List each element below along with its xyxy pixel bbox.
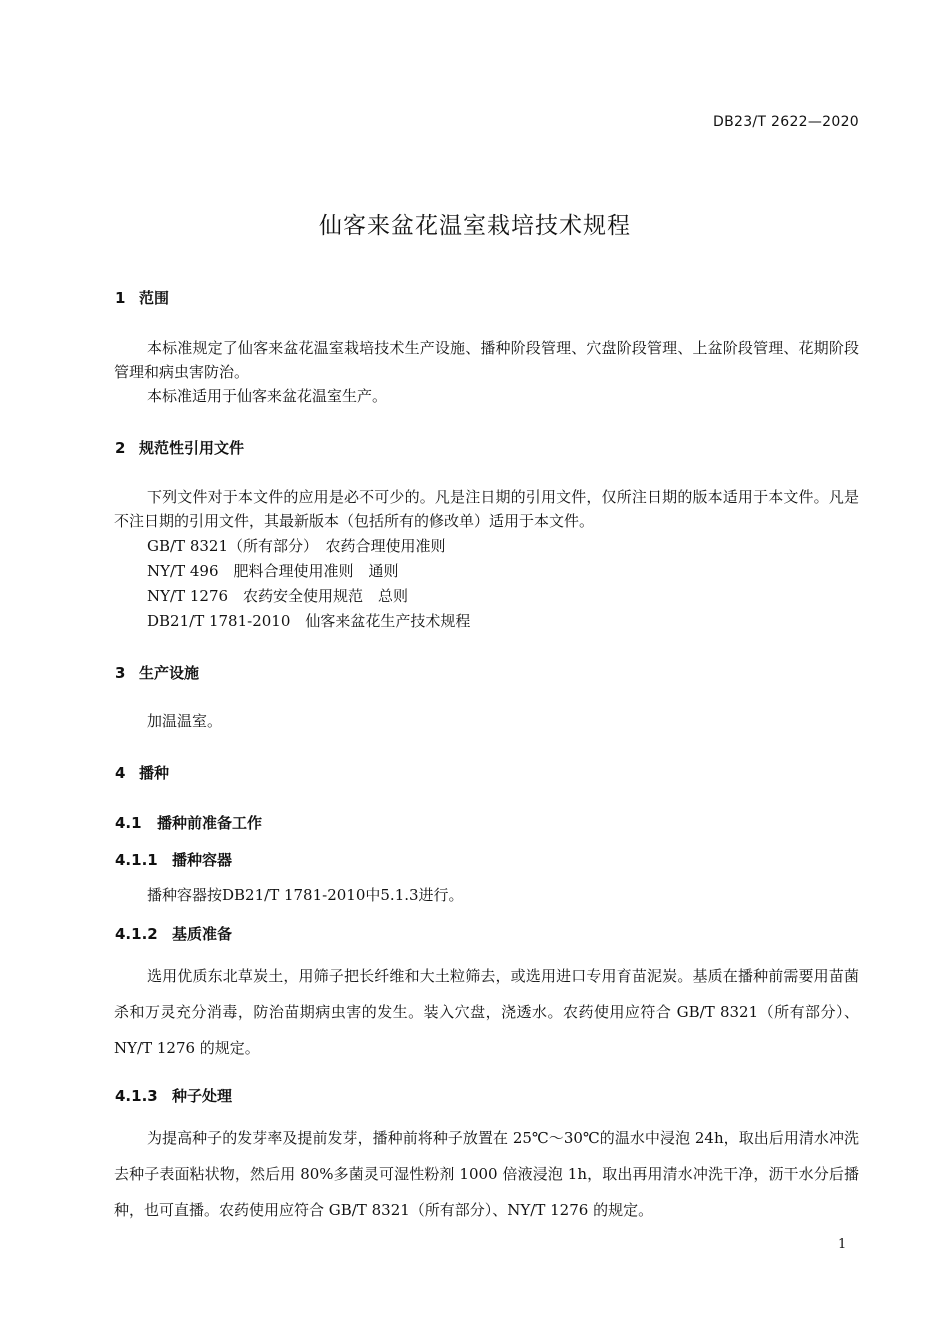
section-title: 种子处理 xyxy=(172,1087,233,1105)
section-4-1-2-heading xyxy=(115,923,232,944)
section-number: 3 xyxy=(115,664,126,682)
section-title: 播种 xyxy=(139,764,170,782)
section-1-paragraph-2: 本标准适用于仙客来盆花温室生产。 xyxy=(147,387,388,405)
section-number: 1 xyxy=(115,289,126,307)
section-1-paragraph-1: 本标准规定了仙客来盆花温室栽培技术生产设施、播种阶段管理、穴盘阶段管理、上盆阶段管理、花期阶段管理和病虫害防治。 xyxy=(114,339,859,381)
section-number: 4 xyxy=(115,764,126,782)
section-3-paragraph: 加温温室。 xyxy=(147,712,223,730)
section-3-heading xyxy=(115,662,199,683)
section-number: 4.1 xyxy=(115,814,142,832)
reference-item: GB/T 8321（所有部分） 农药合理使用准则 xyxy=(147,537,446,555)
section-1-heading xyxy=(115,287,169,308)
section-4-1-1-paragraph: 播种容器按DB21/T 1781-2010中5.1.3进行。 xyxy=(147,886,464,904)
section-title: 播种前准备工作 xyxy=(157,814,263,832)
reference-item: NY/T 496 肥料合理使用准则 通则 xyxy=(147,562,399,580)
section-title: 范围 xyxy=(139,289,170,307)
section-4-1-1-heading xyxy=(115,849,232,870)
section-number: 2 xyxy=(115,439,126,457)
standard-code: DB23/T 2622—2020 xyxy=(713,114,859,130)
section-4-heading xyxy=(115,762,169,783)
section-4-1-heading xyxy=(115,812,262,833)
section-4-1-3-heading xyxy=(115,1085,232,1106)
section-title: 规范性引用文件 xyxy=(139,439,245,457)
section-title: 基质准备 xyxy=(172,925,233,943)
section-4-1-3-paragraph: 为提高种子的发芽率及提前发芽，播种前将种子放置在 25℃～30℃的温水中浸泡 24h，取出后用清水冲洗去种子表面粘状物，然后用 80%多菌灵可湿性粉剂 1000 倍液浸泡 1h，取出再用清水冲洗干净，沥干水分后播种，也可直播。农药使用应符合 GB/T 8321（所有部分）、NY/T 1276 的规定。 xyxy=(114,1129,859,1219)
section-4-1-2-paragraph: 选用优质东北草炭土，用筛子把长纤维和大土粒筛去，或选用进口专用育苗泥炭。基质在播种前需要用苗菌杀和万灵充分消毒，防治苗期病虫害的发生。装入穴盘，浇透水。农药使用应符合 GB/T 8321（所有部分）、NY/T 1276 的规定。 xyxy=(114,967,859,1057)
document-title: 仙客来盆花温室栽培技术规程 xyxy=(319,213,631,239)
reference-item: NY/T 1276 农药安全使用规范 总则 xyxy=(147,587,409,605)
page-number: 1 xyxy=(838,1237,847,1252)
section-2-heading xyxy=(115,437,244,458)
section-number: 4.1.3 xyxy=(115,1087,158,1105)
section-number: 4.1.1 xyxy=(115,851,158,869)
reference-item: DB21/T 1781-2010 仙客来盆花生产技术规程 xyxy=(147,612,471,630)
section-title: 播种容器 xyxy=(172,851,233,869)
section-number: 4.1.2 xyxy=(115,925,158,943)
section-2-paragraph: 下列文件对于本文件的应用是必不可少的。凡是注日期的引用文件，仅所注日期的版本适用于本文件。凡是不注日期的引用文件，其最新版本（包括所有的修改单）适用于本文件。 xyxy=(114,488,859,530)
section-title: 生产设施 xyxy=(139,664,200,682)
